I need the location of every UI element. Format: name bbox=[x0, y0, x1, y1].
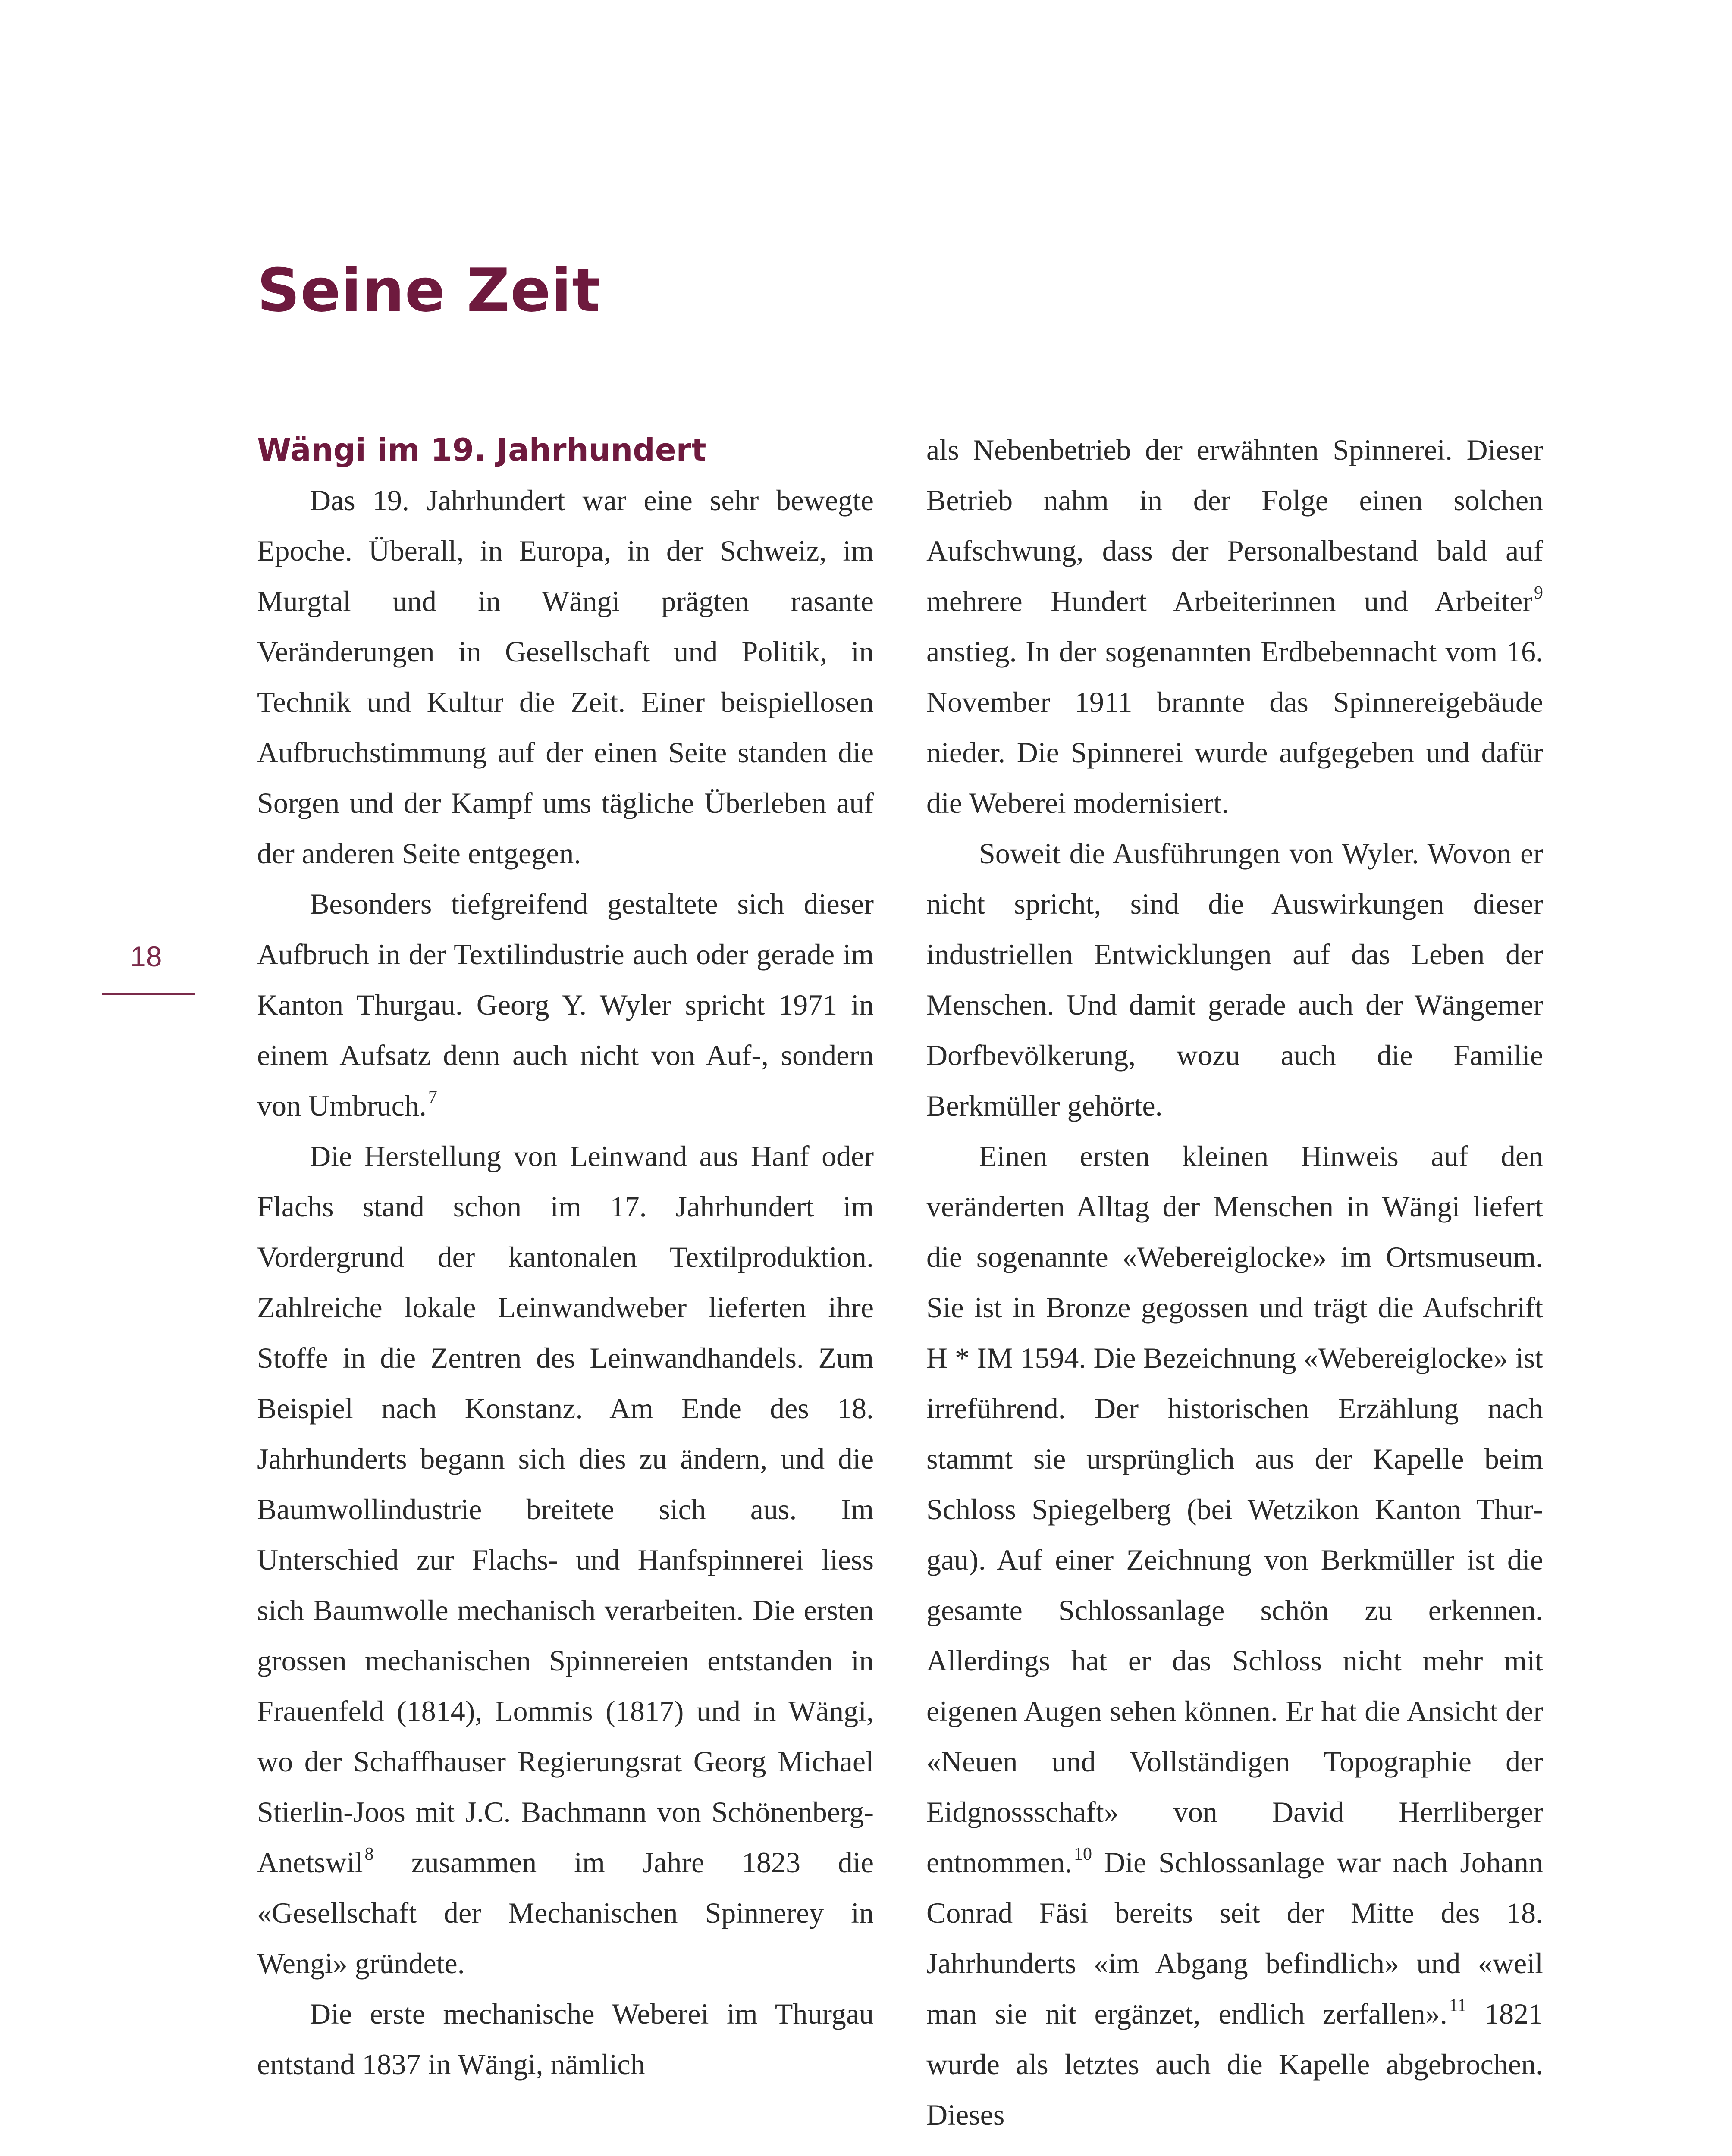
footnote-marker: 11 bbox=[1449, 1995, 1467, 2015]
right-column bbox=[926, 425, 1543, 2140]
footnote-marker: 7 bbox=[428, 1087, 437, 1107]
paragraph: Besonders tiefgreifend gestaltete sich dieser Aufbruch in der Textilindustrie auch oder gerade im Kanton Thurgau. Georg Y. Wyler spricht 1971 in einem Aufsatz denn auch nicht von Auf-, sondern von Umbruch.$^7$ bbox=[257, 887, 874, 1122]
chapter-title: Seine Zeit bbox=[257, 256, 601, 325]
paragraph: Soweit die Ausführungen von Wyler. Wovon er nicht spricht, sind die Auswirkungen dieser industriellen Entwicklungen auf das Leben der Menschen. Und damit gerade auch der Wängemer Dorfbevölkerung, wozu auch die Familie Berkmüller gehörte. bbox=[926, 837, 1543, 1122]
paragraph: Die Herstellung von Leinwand aus Hanf oder Flachs stand schon im 17. Jahrhundert im Vordergrund der kantonalen Textilproduktion. Zahlreiche lokale Leinwandweber lieferten ihre Stoffe in die Zentren des Leinwandhandels. Zum Beispiel nach Konstanz. Am Ende des 18. Jahrhunderts begann sich dies zu ändern, und die Baumwollindustrie breitete sich aus. Im Unterschied zur Flachs- und Hanfspinnerei liess sich Baumwolle mechanisch verarbeiten. Die ersten grossen mechanischen Spinnereien entstanden in Frauenfeld (1814), Lommis (1817) und in Wängi, wo der Schaffhauser Regierungsrat Georg Michael Stierlin-Joos mit J.C. Bachmann von Schönenberg-Anetswil$^8$ zusammen im Jahre 1823 die «Gesellschaft der Mechanischen Spinnerey in Wengi» gründete. bbox=[257, 1140, 874, 1980]
left-column bbox=[257, 425, 874, 2090]
page-number: 18 bbox=[130, 940, 162, 972]
paragraph: Das 19. Jahrhundert war eine sehr bewegte Epoche. Überall, in Europa, in der Schweiz, im Murgtal und in Wängi prägten rasante Veränderungen in Gesellschaft und Politik, in Technik und Kultur die Zeit. Einer beispiellosen Aufbruchstimmung auf der einen Seite standen die Sorgen und der Kampf ums tägliche Überleben auf der anderen Seite entgegen. bbox=[257, 484, 874, 870]
section-heading: Wängi im 19. Jahrhundert bbox=[257, 432, 706, 468]
footnote-marker: 8 bbox=[364, 1844, 374, 1864]
footnote-marker: 10 bbox=[1074, 1844, 1092, 1864]
footnote-marker: 9 bbox=[1534, 583, 1543, 603]
paragraph: Einen ersten kleinen Hinweis auf den veränderten Alltag der Menschen in Wängi liefert die sogenannte «Webereiglocke» im Ortsmuseum. Sie ist in Bronze gegossen und trägt die Aufschrift H * IM 1594. Die Bezeichnung «Webereiglocke» ist irreführend. Der historischen Erzählung nach stammt sie ursprünglich aus der Kapelle beim Schloss Spiegelberg (bei Wetzikon Kanton Thurgau). Auf einer Zeichnung von Berkmüller ist die gesamte Schlossanlage schön zu erkennen. Allerdings hat er das Schloss nicht mehr mit eigenen Augen sehen können. Er hat die Ansicht der «Neuen und Vollständigen Topographie der Eidgnossschaft» von David Herrliberger entnommen.$^{10}$ Die Schlossanlage war nach Johann Conrad Fäsi bereits seit der Mitte des 18. Jahrhunderts «im Abgang befindlich» und «weil man sie nit ergänzet, endlich zerfallen».$^{11}$ 1821 wurde als letztes auch die Kapelle abgebrochen. Dieses bbox=[926, 1140, 1544, 2131]
paragraph: Die erste mechanische Weberei im Thurgau entstand 1837 in Wängi, nämlich bbox=[257, 1997, 874, 2081]
paragraph-continuation: als Nebenbetrieb der erwähnten Spinnerei. Dieser Betrieb nahm in der Folge einen solchen Aufschwung, dass der Personalbestand bald auf mehrere Hundert Arbeiterinnen und Arbeiter$^9$ anstieg. In der sogenannten Erdbebennacht vom 16. November 1911 brannte das Spinnereigebäude nieder. Die Spinnerei wurde aufgegeben und dafür die Weberei modernisiert. bbox=[926, 433, 1543, 819]
page-number-rule bbox=[102, 993, 195, 995]
